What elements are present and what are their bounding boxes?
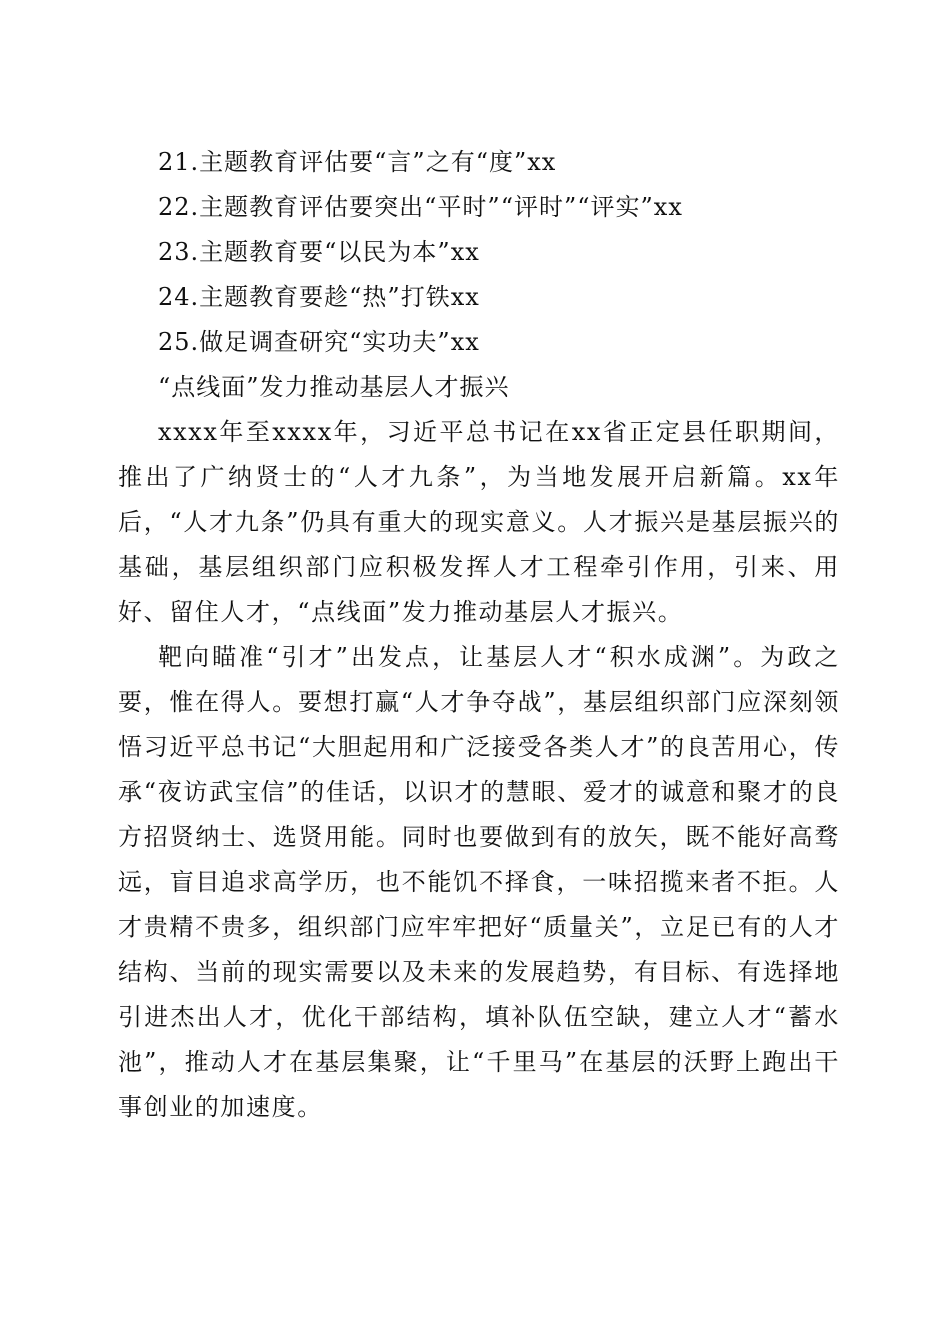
list-item: 22.主题教育评估要突出“平时”“评时”“评实”xx [158, 193, 683, 221]
list-item: 24.主题教育要趁“热”打铁xx [158, 283, 480, 311]
paragraph: xxxx年至xxxx年，习近平总书记在xx省正定县任职期间，推出了广纳贤士的“人才九条”，为当地发展开启新篇。xx年后，“人才九条”仍具有重大的现实意义。人才振兴是基层振兴的基础，基层组织部门应积极发挥人才工程牵引作用，引来、用好、留住人才，“点线面”发力推动基层人才振兴。 [118, 418, 840, 626]
list-item: 21.主题教育评估要“言”之有“度”xx [158, 148, 557, 176]
list-item: 23.主题教育要“以民为本”xx [158, 238, 480, 266]
article-body [118, 365, 840, 1130]
article-list [158, 140, 858, 365]
list-item: 25.做足调查研究“实功夫”xx [158, 328, 480, 356]
article-title: “点线面”发力推动基层人才振兴 [158, 373, 510, 401]
paragraph: 靶向瞄准“引才”出发点，让基层人才“积水成渊”。为政之要，惟在得人。要想打赢“人才争夺战”，基层组织部门应深刻领悟习近平总书记“大胆起用和广泛接受各类人才”的良苦用心，传承“夜访武宝信”的佳话，以识才的慧眼、爱才的诚意和聚才的良方招贤纳士、选贤用能。同时也要做到有的放矢，既不能好高骛远，盲目追求高学历，也不能饥不择食，一味招揽来者不拒。人才贵精不贵多，组织部门应牢牢把好“质量关”，立足已有的人才结构、当前的现实需要以及未来的发展趋势，有目标、有选择地引进杰出人才，优化干部结构，填补队伍空缺，建立人才“蓄水池”，推动人才在基层集聚，让“千里马”在基层的沃野上跑出干事创业的加速度。 [118, 643, 840, 1121]
